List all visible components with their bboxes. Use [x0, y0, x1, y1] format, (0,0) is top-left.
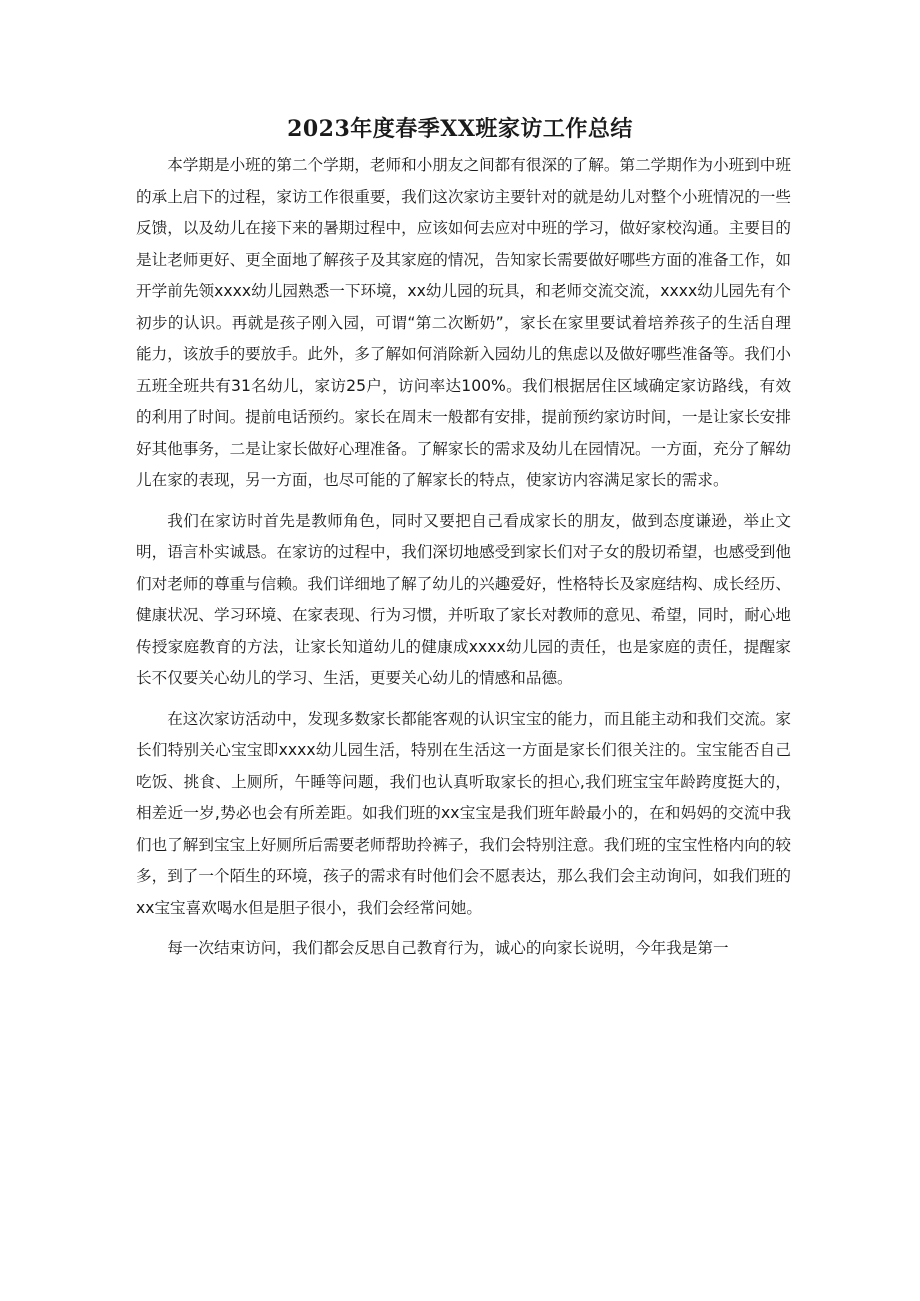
document-title: 2023年度春季XX班家访工作总结 — [287, 116, 633, 142]
document-body — [136, 150, 791, 974]
paragraph-2: 我们在家访时首先是教师角色，同时又要把自己看成家长的朋友，做到态度谦逊，举止文明，语言朴实诚恳。在家访的过程中，我们深切地感受到家长们对子女的殷切希望，也感受到他们对老师的尊重与信赖。我们详细地了解了幼儿的兴趣爱好，性格特长及家庭结构、成长经历、健康状况、学习环境、在家表现、行为习惯，并听取了家长对教师的意见、希望，同时，耐心地传授家庭教育的方法，让家长知道幼儿的健康成xxxx幼儿园的责任，也是家庭的责任，提醒家长不仅要关心幼儿的学习、生活，更要关心幼儿的情感和品德。 — [136, 511, 791, 687]
paragraph-4: 每一次结束访问，我们都会反思自己教育行为，诚心的向家长说明，今年我是第一 — [167, 939, 729, 957]
paragraph-1: 本学期是小班的第二个学期，老师和小朋友之间都有很深的了解。第二学期作为小班到中班的承上启下的过程，家访工作很重要，我们这次家访主要针对的就是幼儿对整个小班情况的一些反馈，以及幼儿在接下来的暑期过程中，应该如何去应对中班的学习，做好家校沟通。主要目的是让老师更好、更全面地了解孩子及其家庭的情况，告知家长需要做好哪些方面的准备工作，如开学前先领xxxx幼儿园熟悉一下环境，xx幼儿园的玩具，和老师交流交流，xxxx幼儿园先有个初步的认识。再就是孩子刚入园，可谓“第二次断奶”，家长在家里要试着培养孩子的生活自理能力，该放手的要放手。此外，多了解如何消除新入园幼儿的焦虑以及做好哪些准备等。我们小五班全班共有31名幼儿，家访25户，访问率达100%。我们根据居住区域确定家访路线，有效的利用了时间。提前电话预约。家长在周末一般都有安排，提前预约家访时间，一是让家长安排好其他事务，二是让家长做好心理准备。了解家长的需求及幼儿在园情况。一方面，充分了解幼儿在家的表现，另一方面，也尽可能的了解家长的特点，使家访内容满足家长的需求。 — [136, 156, 791, 489]
paragraph-3: 在这次家访活动中，发现多数家长都能客观的认识宝宝的能力，而且能主动和我们交流。家长们特别关心宝宝即xxxx幼儿园生活，特别在生活这一方面是家长们很关注的。宝宝能否自己吃饭、挑食、上厕所，午睡等问题，我们也认真听取家长的担心,我们班宝宝年龄跨度挺大的，相差近一岁,势必也会有所差距。如我们班的xx宝宝是我们班年龄最小的，在和妈妈的交流中我们也了解到宝宝上好厕所后需要老师帮助拎裤子，我们会特别注意。我们班的宝宝性格内向的较多，到了一个陌生的环境，孩子的需求有时他们会不愿表达，那么我们会主动询问，如我们班的xx宝宝喜欢喝水但是胆子很小，我们会经常问她。 — [136, 709, 791, 917]
